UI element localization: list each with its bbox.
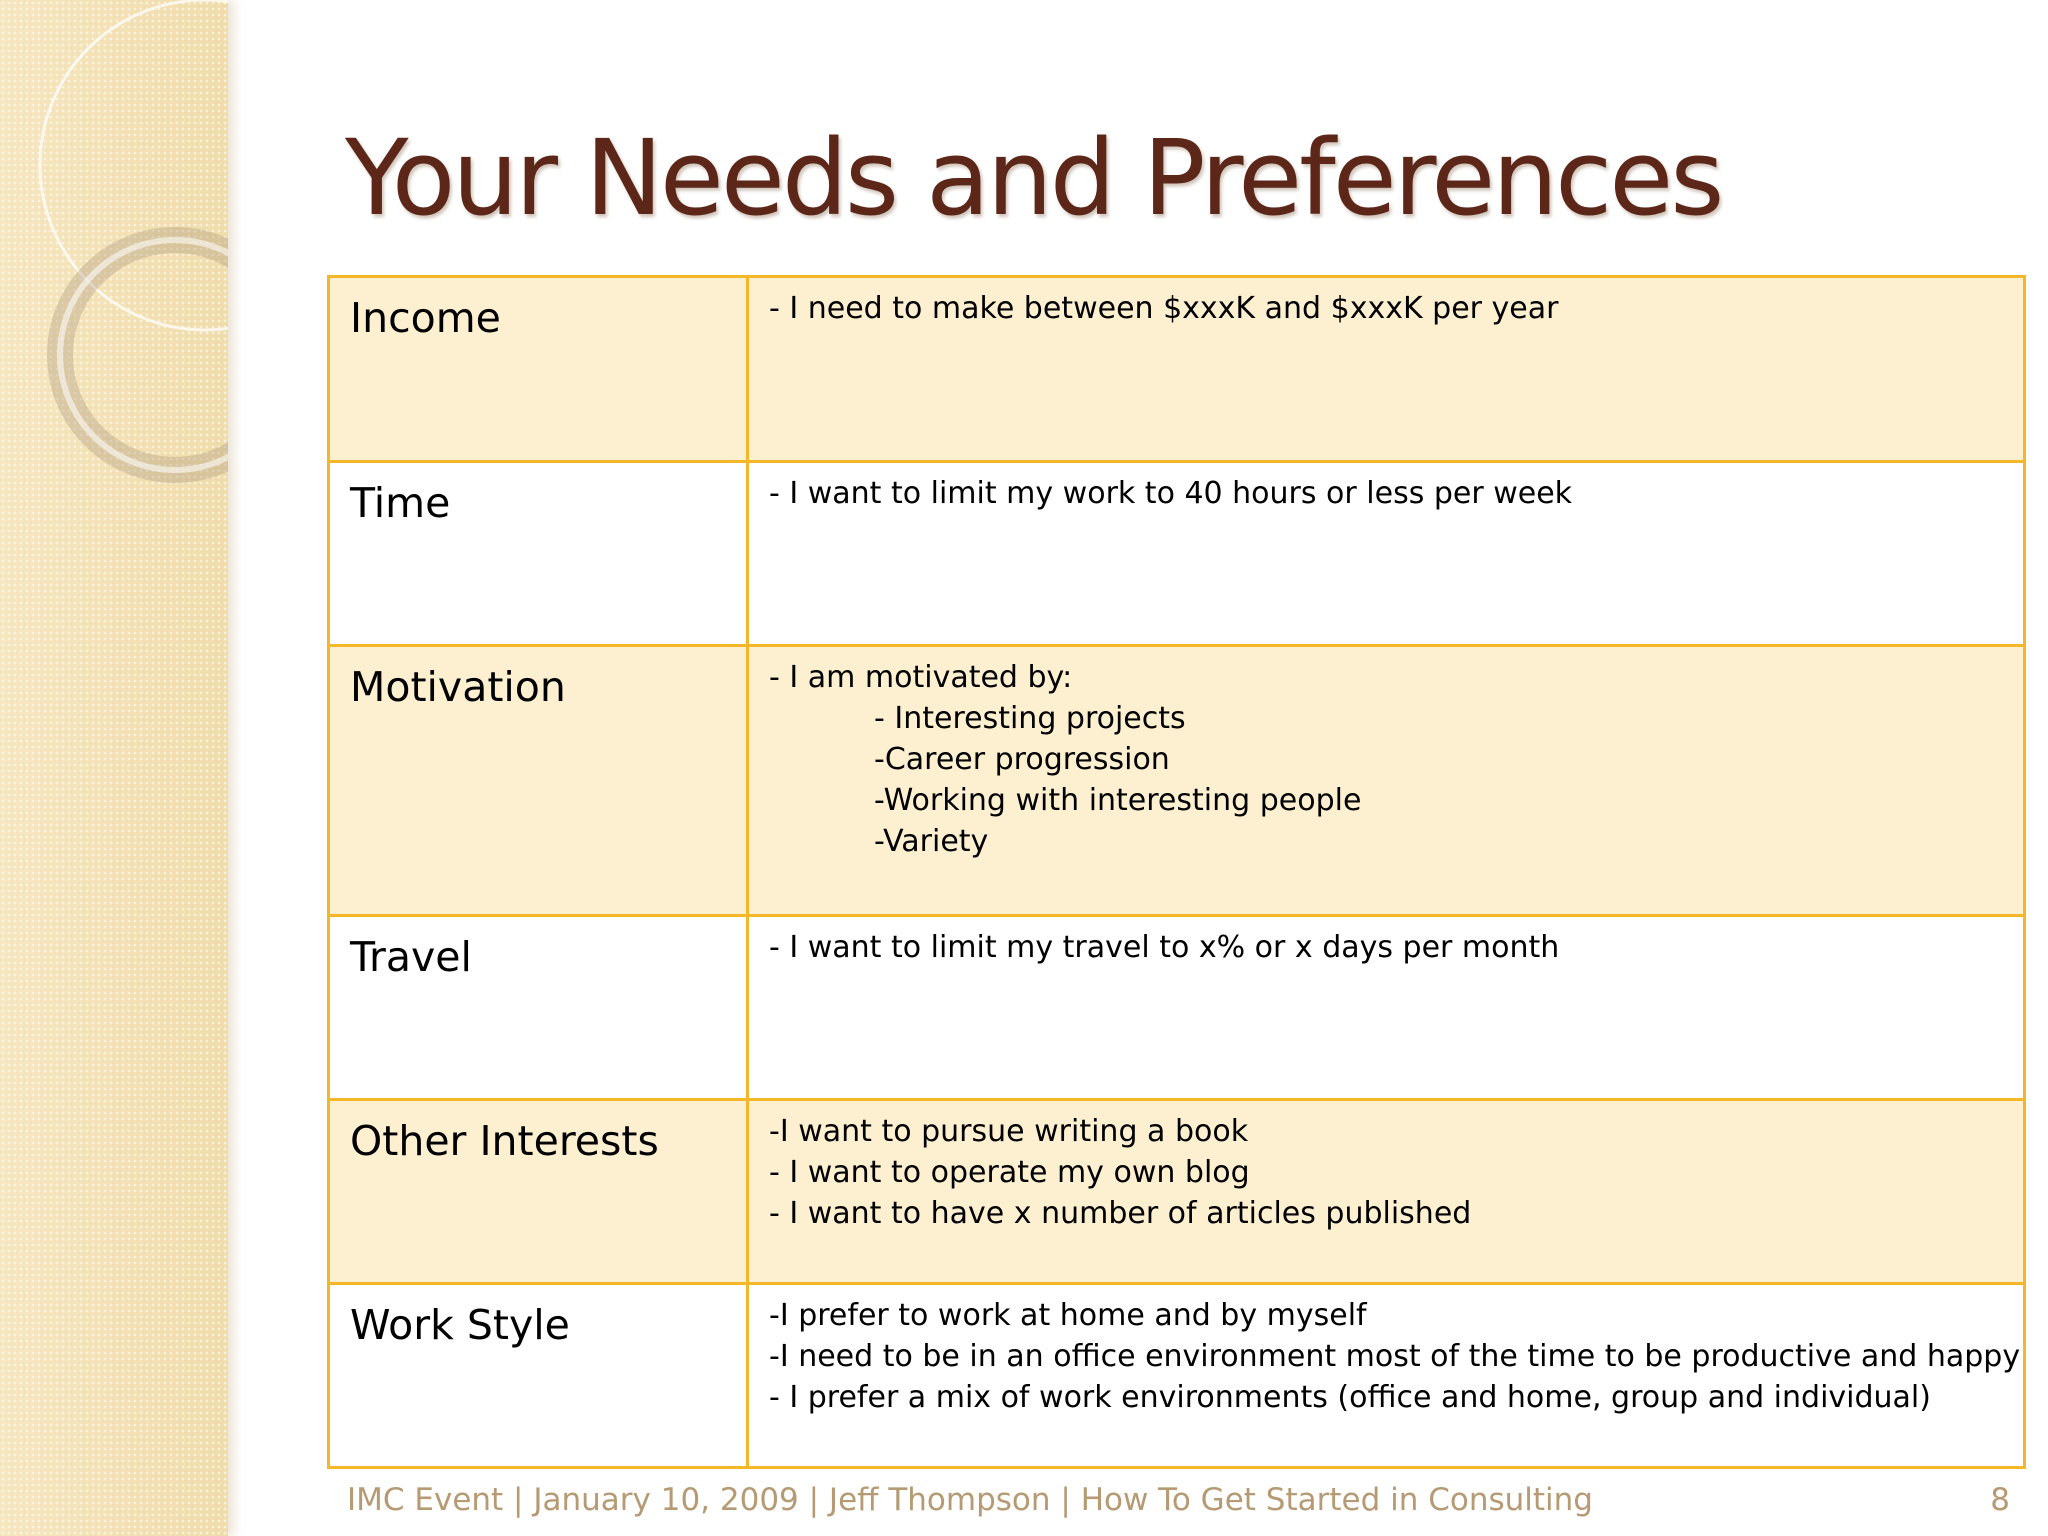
row-label-other-interests: Other Interests [329,1100,748,1284]
row-content-income [748,277,2025,462]
needs-table [327,275,2026,1469]
row-content-time [748,462,2025,646]
slide-title: Your Needs and Preferences [345,117,1722,239]
row-content-work-style [748,1284,2025,1468]
table-row [329,1100,2025,1284]
content-line: -I prefer to work at home and by myself [769,1298,1367,1333]
content-line: -I want to pursue writing a book [769,1114,1249,1149]
slide-footer: IMC Event | January 10, 2009 | Jeff Thompson | How To Get Started in Consulting [347,1482,1593,1518]
decorative-sidebar [0,0,228,1536]
content-line: - Interesting projects [874,701,1186,736]
content-line: - I prefer a mix of work environments (office and home, group and individual) [769,1380,1931,1415]
page-number: 8 [1990,1482,2010,1518]
row-label-motivation: Motivation [329,646,748,916]
row-content-other-interests [748,1100,2025,1284]
table-row [329,1284,2025,1468]
table-row [329,916,2025,1100]
content-line: -I need to be in an office environment most of the time to be productive and happy [769,1339,2021,1374]
table-row [329,462,2025,646]
row-content-travel [748,916,2025,1100]
content-line: -Career progression [874,742,1170,777]
table-row [329,646,2025,916]
decorative-rings [0,0,228,520]
content-line: -Variety [874,824,989,859]
content-line: - I want to limit my travel to x% or x days per month [769,930,1560,965]
content-line: - I am motivated by: [769,660,1073,695]
content-line: - I want to limit my work to 40 hours or less per week [769,476,1573,511]
row-label-income: Income [329,277,748,462]
row-content-motivation [748,646,2025,916]
content-line: -Working with interesting people [874,783,1362,818]
row-label-time: Time [329,462,748,646]
table-row [329,277,2025,462]
content-line: - I want to operate my own blog [769,1155,1250,1190]
row-label-travel: Travel [329,916,748,1100]
content-line: - I want to have x number of articles published [769,1196,1472,1231]
row-label-work-style: Work Style [329,1284,748,1468]
content-line: - I need to make between $xxxK and $xxxK per year [769,291,1559,326]
